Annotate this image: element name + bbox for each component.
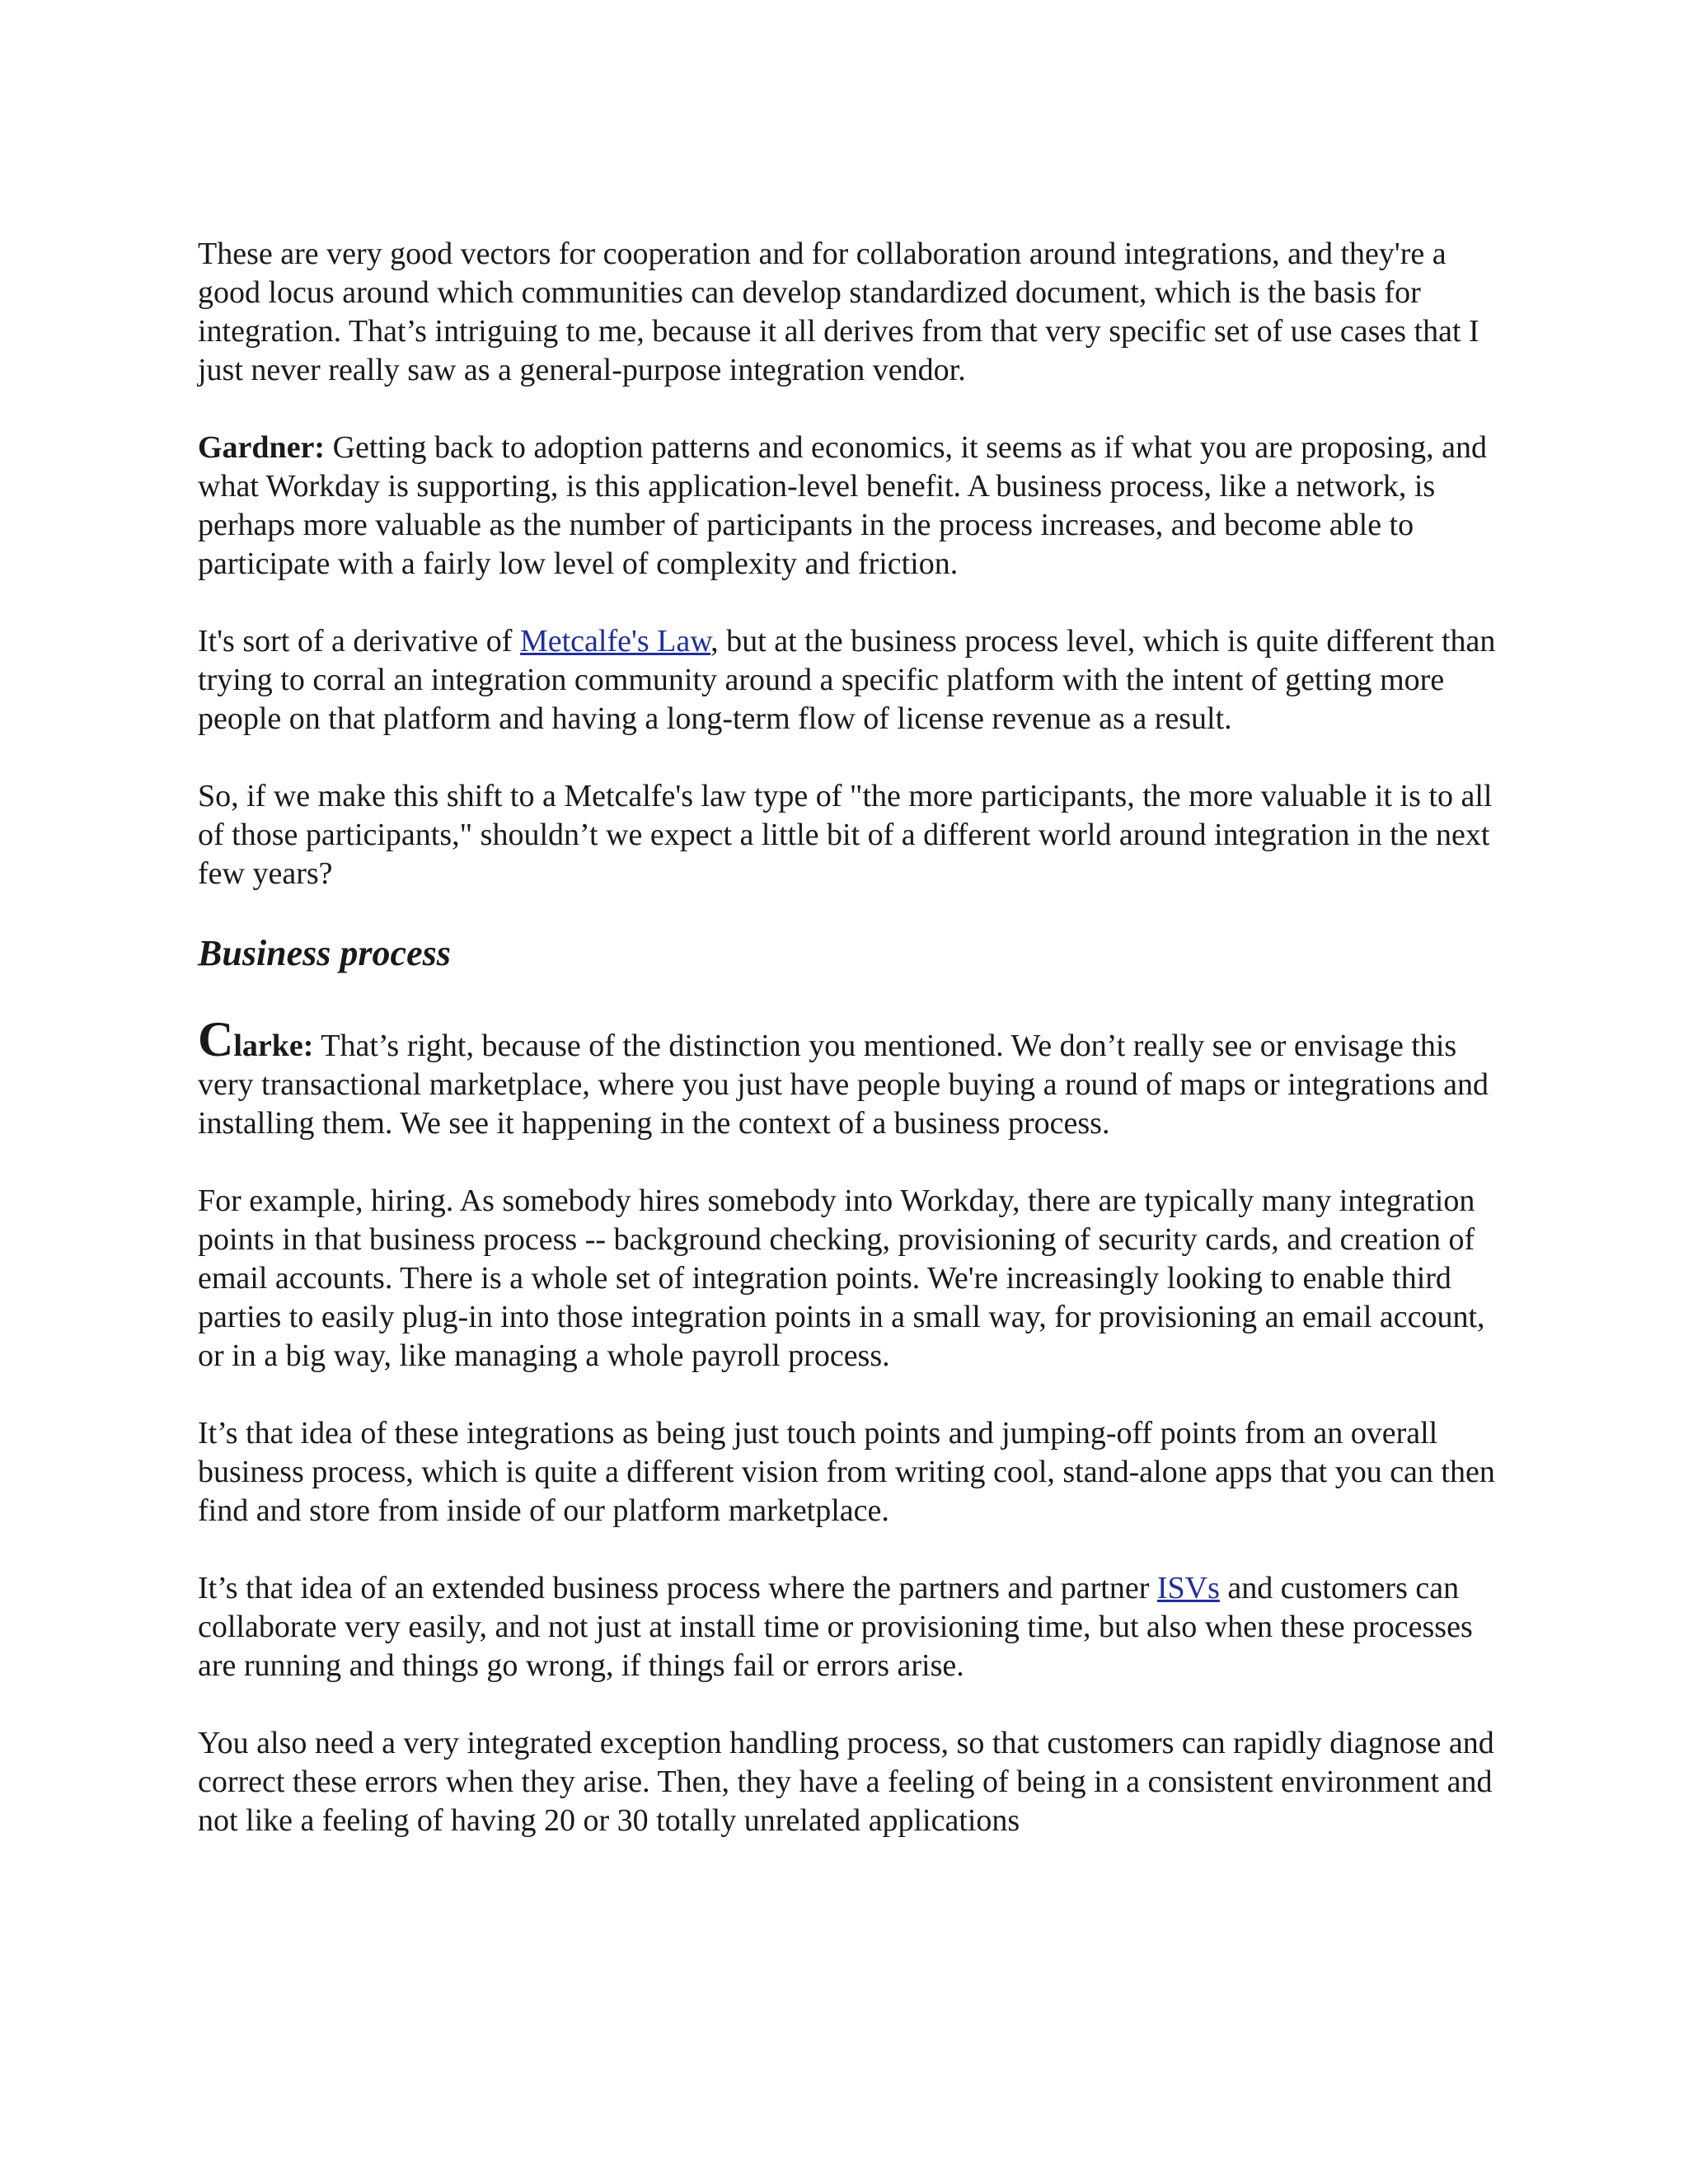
paragraph-question: So, if we make this shift to a Metcalfe's law type of "the more participants, the more valuable it is to all of those participants," shouldn’t we expect a little bit of a different world around integration in the next few years?: [198, 779, 1493, 891]
paragraph-text: Getting back to adoption patterns and economics, it seems as if what you are proposing, and what Workday is supporting, is this application-level benefit. A business process, like a network, is perhaps more valuable as the number of participants in the process increases, and become able to participate with a fairly low level of complexity and friction.: [198, 430, 1487, 581]
paragraph-gardner-adoption: [198, 429, 1500, 583]
paragraph-text: and customers can collaborate very easily, and not just at install time or provisioning time, but also when these processes are running and things go wrong, if things fail or errors arise.: [198, 1571, 1473, 1683]
paragraph-extended-process: [198, 1569, 1500, 1685]
paragraph-clarke-response: [198, 1012, 1500, 1143]
paragraph-intro: These are very good vectors for cooperation and for collaboration around integrations, and they're a good locus around which communities can develop standardized document, which is the basis for integration. That’s intriguing to me, because it all derives from that very specific set of use cases that I just never really saw as a general-purpose integration vendor.: [198, 237, 1479, 387]
section-heading: Business process: [198, 933, 451, 973]
paragraph-touch-points: It’s that idea of these integrations as being just touch points and jumping-off points from an overall business process, which is quite a different vision from writing cool, stand-alone apps that you can then find and store from inside of our platform marketplace.: [198, 1416, 1495, 1528]
paragraph-text: It’s that idea of an extended business process where the partners and partner: [198, 1571, 1157, 1605]
document-page: [198, 235, 1500, 1879]
isvs-link[interactable]: ISVs: [1156, 1571, 1220, 1605]
speaker-label-gardner: Gardner:: [198, 430, 326, 465]
drop-cap: C: [198, 1012, 234, 1066]
paragraph-metcalfe: [198, 622, 1500, 738]
paragraph-text: It's sort of a derivative of: [198, 624, 520, 658]
paragraph-text: , but at the business process level, which is quite different than trying to corral an integration community around a specific platform with the intent of getting more people on that platform and having a long-term flow of license revenue as a result.: [198, 624, 1496, 736]
paragraph-hiring-example: For example, hiring. As somebody hires somebody into Workday, there are typically many integration points in that business process -- background checking, provisioning of security cards, and creation of email accounts. There is a whole set of integration points. We're increasingly looking to enable third parties to easily plug-in into those integration points in a small way, for provisioning an email account, or in a big way, like managing a whole payroll process.: [198, 1183, 1485, 1373]
paragraph-text: That’s right, because of the distinction you mentioned. We don’t really see or envisage this very transactional marketplace, where you just have people buying a round of maps or integrations and installing them. We see it happening in the context of a business process.: [198, 1029, 1489, 1141]
paragraph-exception-handling: You also need a very integrated exception handling process, so that customers can rapidly diagnose and correct these errors when they arise. Then, they have a feeling of being in a consistent environment and not like a feeling of having 20 or 30 totally unrelated applications: [198, 1726, 1494, 1838]
metcalfes-law-link[interactable]: Metcalfe's Law: [519, 624, 711, 658]
speaker-label-clarke: larke:: [233, 1029, 314, 1063]
